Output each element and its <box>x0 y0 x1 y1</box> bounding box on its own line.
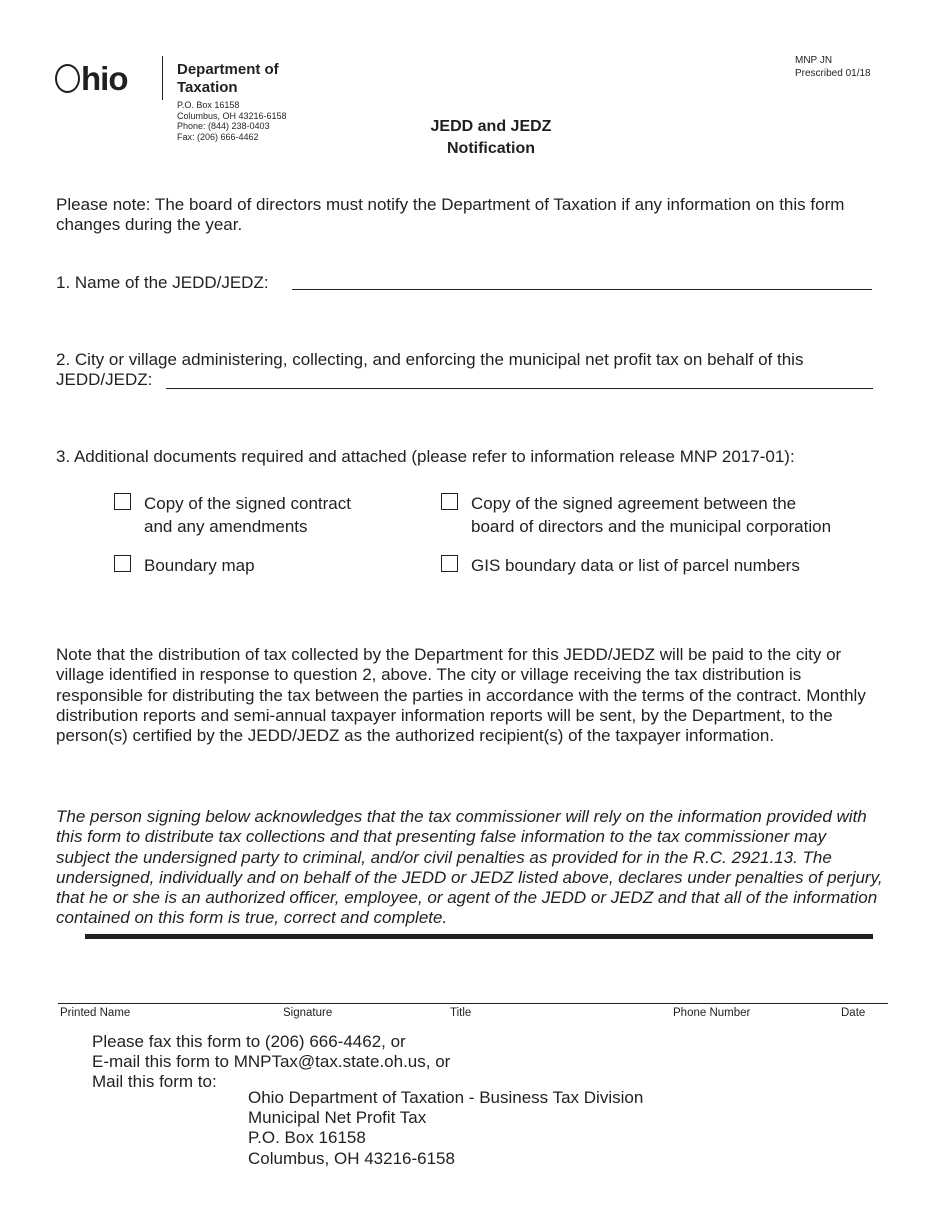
signature-line <box>58 1003 888 1004</box>
form-code: MNP JN Prescribed 01/18 <box>795 55 871 79</box>
q3-label: 3. Additional documents required and attached (please refer to information release MNP 2017-01): <box>56 447 795 466</box>
date-field[interactable] <box>841 962 888 1002</box>
department-address: P.O. Box 16158 Columbus, OH 43216-6158 Phone: (844) 238-0403 Fax: (206) 666-4462 <box>177 100 287 142</box>
form-title: JEDD and JEDZ Notification <box>430 118 552 157</box>
option-gis-boundary-data[interactable]: GIS boundary data or list of parcel numbers <box>441 554 800 577</box>
option-signed-agreement[interactable]: Copy of the signed agreement between the board of directors and the municipal corporation <box>441 492 831 538</box>
section-divider <box>85 934 873 939</box>
phone-number-label: Phone Number <box>673 1007 751 1019</box>
signature-field[interactable] <box>283 962 443 1002</box>
q2-answer-line <box>166 388 873 389</box>
q1-answer-line <box>292 289 872 290</box>
mailing-address: Ohio Department of Taxation - Business Tax Division Municipal Net Profit Tax P.O. Box 16158 Columbus, OH 43216-6158 <box>248 1088 644 1168</box>
department-name: Department of Taxation <box>177 61 279 96</box>
logo-divider <box>162 56 163 100</box>
boundary-map-checkbox[interactable] <box>114 555 131 572</box>
logo-text: hio <box>81 59 128 97</box>
phone-number-field[interactable] <box>673 962 833 1002</box>
acknowledgement-statement: The person signing below acknowledges that the tax commissioner will rely on the information provided with this form to distribute tax collections and that presenting false information to the tax commissioner may subject the undersigned party to criminal, and/or civil penalties as provided for in the R.C. 2921.13. The undersigned, individually and on behalf of the JEDD or JEDZ listed above, declares under penalties of perjury, that he or she is an authorized officer, employee, or agent of the JEDD or JEDZ and that all of the information contained on this form is true, correct and complete. <box>56 807 883 928</box>
signed-contract-checkbox[interactable] <box>114 493 131 510</box>
gis-boundary-checkbox[interactable] <box>441 555 458 572</box>
title-field[interactable] <box>450 962 665 1002</box>
q2-label: 2. City or village administering, collecting, and enforcing the municipal net profit tax on behalf of this JEDD/JEDZ: <box>56 350 804 390</box>
change-notice: Please note: The board of directors must notify the Department of Taxation if any information on this form changes during the year. <box>56 195 845 235</box>
printed-name-field[interactable] <box>60 962 270 1002</box>
date-label: Date <box>841 1007 866 1019</box>
title-label: Title <box>450 1007 472 1019</box>
signature-label: Signature <box>283 1007 333 1019</box>
jedd-name-field[interactable] <box>296 271 870 289</box>
distribution-note: Note that the distribution of tax collected by the Department for this JEDD/JEDZ will be paid to the city or village identified in response to question 2, above. The city or village receiving the tax distribution is responsible for distributing the tax between the parties in accordance with the terms of the contract. Monthly distribution reports and semi-annual taxpayer information reports will be sent, by the Department, to the person(s) certified by the JEDD/JEDZ as the authorized recipient(s) of the taxpayer information. <box>56 645 866 746</box>
logo-o-circle <box>55 64 80 93</box>
q1-label: 1. Name of the JEDD/JEDZ: <box>56 273 269 292</box>
option-signed-contract[interactable]: Copy of the signed contract and any amendments <box>114 492 351 538</box>
administering-city-field[interactable] <box>170 370 870 388</box>
option-boundary-map[interactable]: Boundary map <box>114 554 255 577</box>
ohio-logo <box>55 58 127 98</box>
submission-instructions: Please fax this form to (206) 666-4462, or E-mail this form to MNPTax@tax.state.oh.us, or Mail this form to: <box>92 1032 451 1092</box>
printed-name-label: Printed Name <box>60 1007 131 1019</box>
signed-agreement-checkbox[interactable] <box>441 493 458 510</box>
